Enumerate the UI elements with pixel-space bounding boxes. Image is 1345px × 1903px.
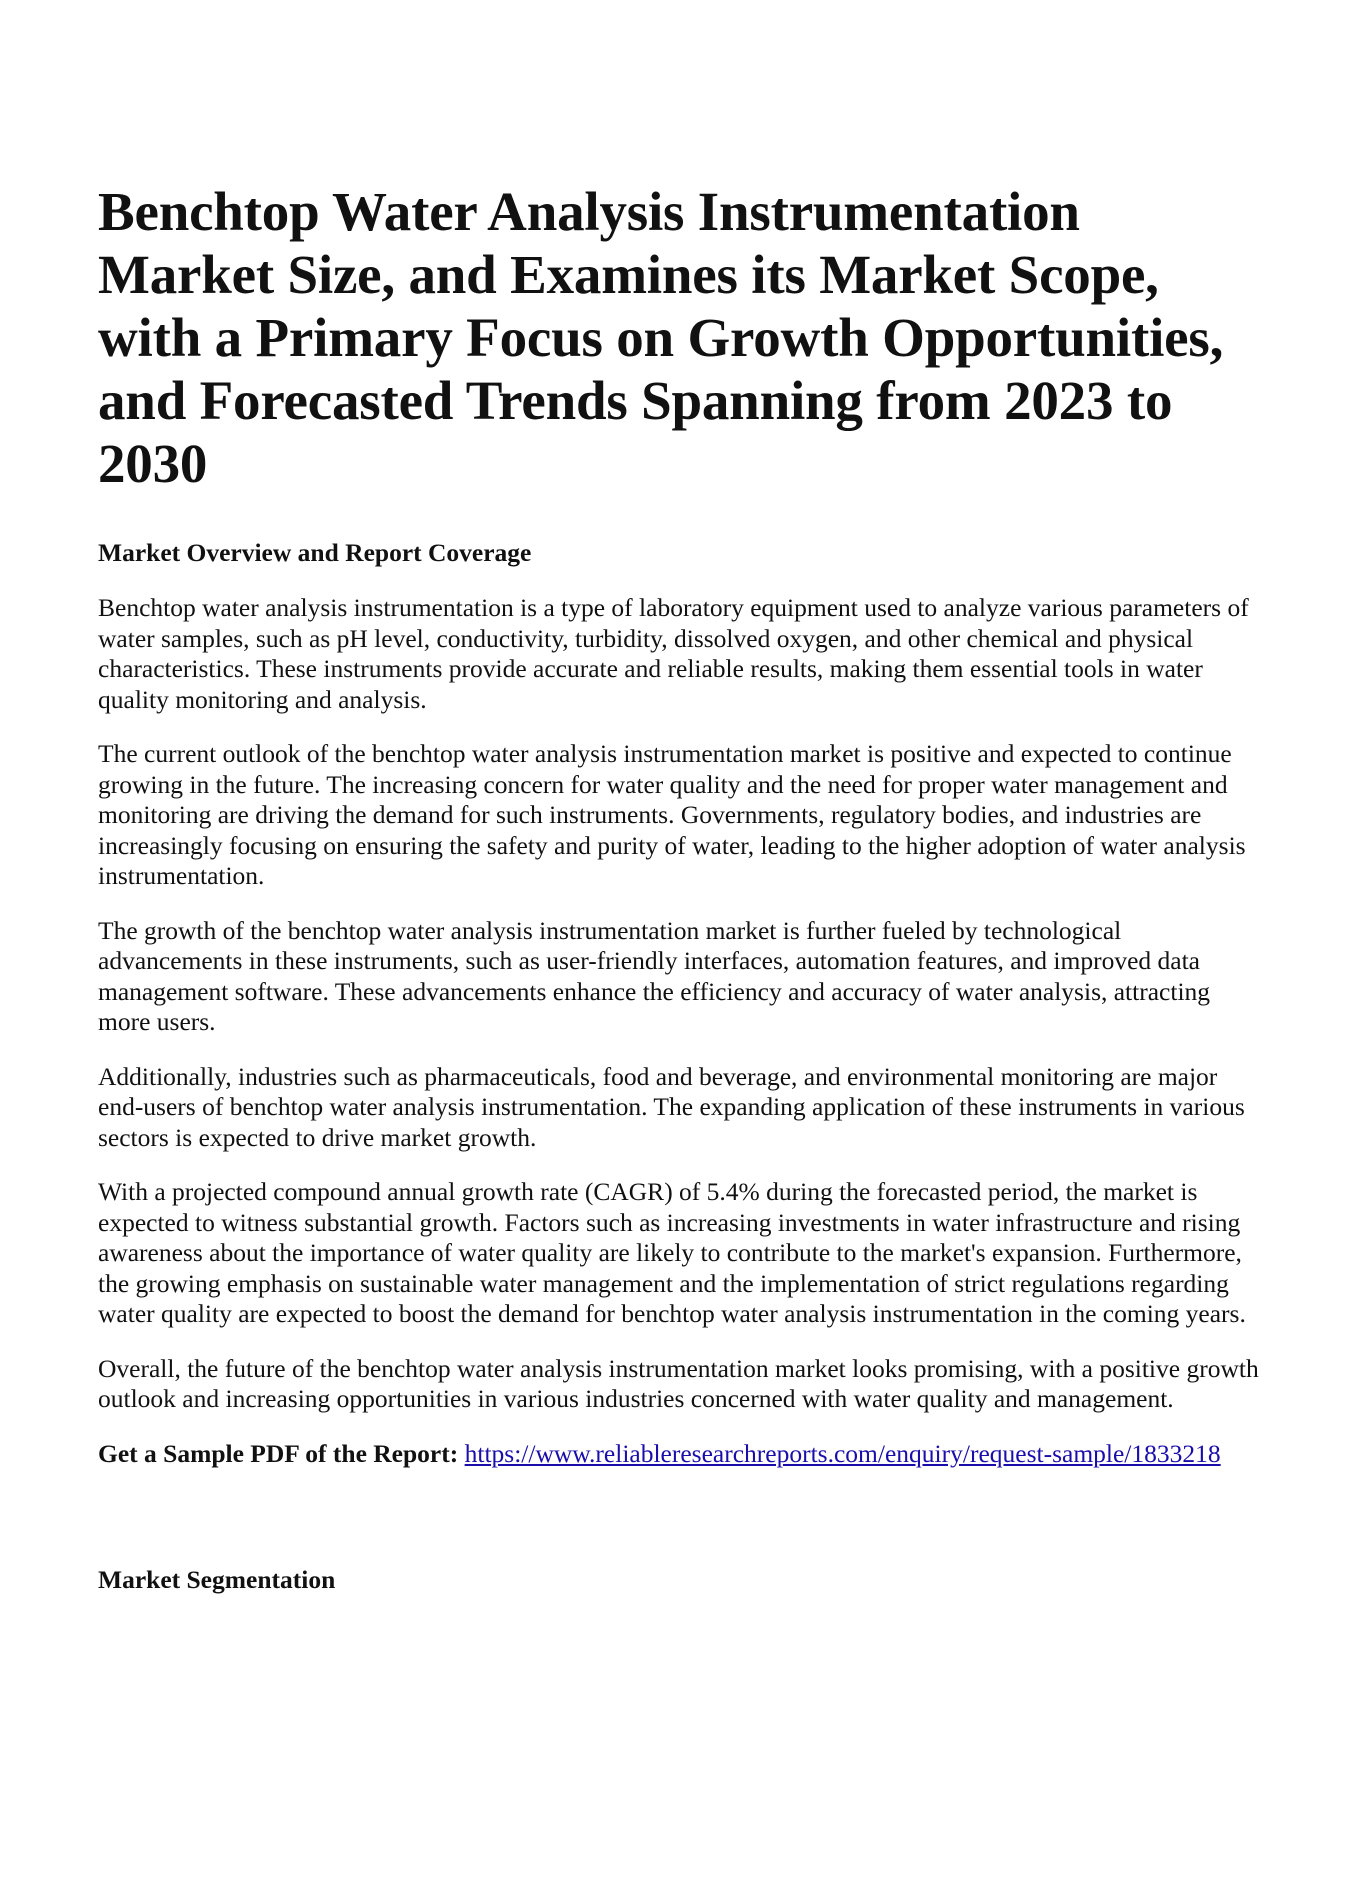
paragraph-1: Benchtop water analysis instrumentation is a type of laboratory equipment used to analyze various parameters of water samples, such as pH level, conductivity, turbidity, dissolved oxygen, and other chemical and physical characteristics. These instruments provide accurate and reliable results, making them essential tools in water quality monitoring and analysis. [98,593,1249,714]
sample-pdf-line [98,1439,1268,1470]
document-page [98,180,1268,1596]
paragraph-5: With a projected compound annual growth rate (CAGR) of 5.4% during the forecasted period, the market is expected to witness substantial growth. Factors such as increasing investments in water infrastructure and rising awareness about the importance of water quality are likely to contribute to the market's expansion. Furthermore, the growing emphasis on sustainable water management and the implementation of strict regulations regarding water quality are expected to boost the demand for benchtop water analysis instrumentation in the coming years. [98,1177,1246,1328]
paragraph-3: The growth of the benchtop water analysis instrumentation market is further fueled by technological advancements in these instruments, such as user-friendly interfaces, automation features, and improved data management software. These advancements enhance the efficiency and accuracy of water analysis, attracting more users. [98,915,1211,1036]
sample-pdf-label: Get a Sample PDF of the Report: [98,1438,459,1468]
page-title: Benchtop Water Analysis Instrumentation Market Size, and Examines its Market Scope, with a Primary Focus on Growth Opportunities, and Forecasted Trends Spanning from 2023 to 2030 [98,181,1224,494]
sample-pdf-link[interactable]: https://www.reliableresearchreports.com/enquiry/request-sample/1833218 [464,1438,1221,1468]
overview-heading: Market Overview and Report Coverage [98,538,532,567]
paragraph-6: Overall, the future of the benchtop water analysis instrumentation market looks promising, with a positive growth outlook and increasing opportunities in various industries concerned with water quality and management. [98,1353,1259,1413]
paragraph-4: Additionally, industries such as pharmaceuticals, food and beverage, and environmental monitoring are major end-users of benchtop water analysis instrumentation. The expanding application of these instruments in various sectors is expected to drive market growth. [98,1061,1245,1152]
paragraph-2: The current outlook of the benchtop water analysis instrumentation market is positive and expected to continue growing in the future. The increasing concern for water quality and the need for proper water management and monitoring are driving the demand for such instruments. Governments, regulatory bodies, and industries are increasingly focusing on ensuring the safety and purity of water, leading to the higher adoption of water analysis instrumentation. [98,739,1246,890]
segmentation-heading: Market Segmentation [98,1565,336,1594]
